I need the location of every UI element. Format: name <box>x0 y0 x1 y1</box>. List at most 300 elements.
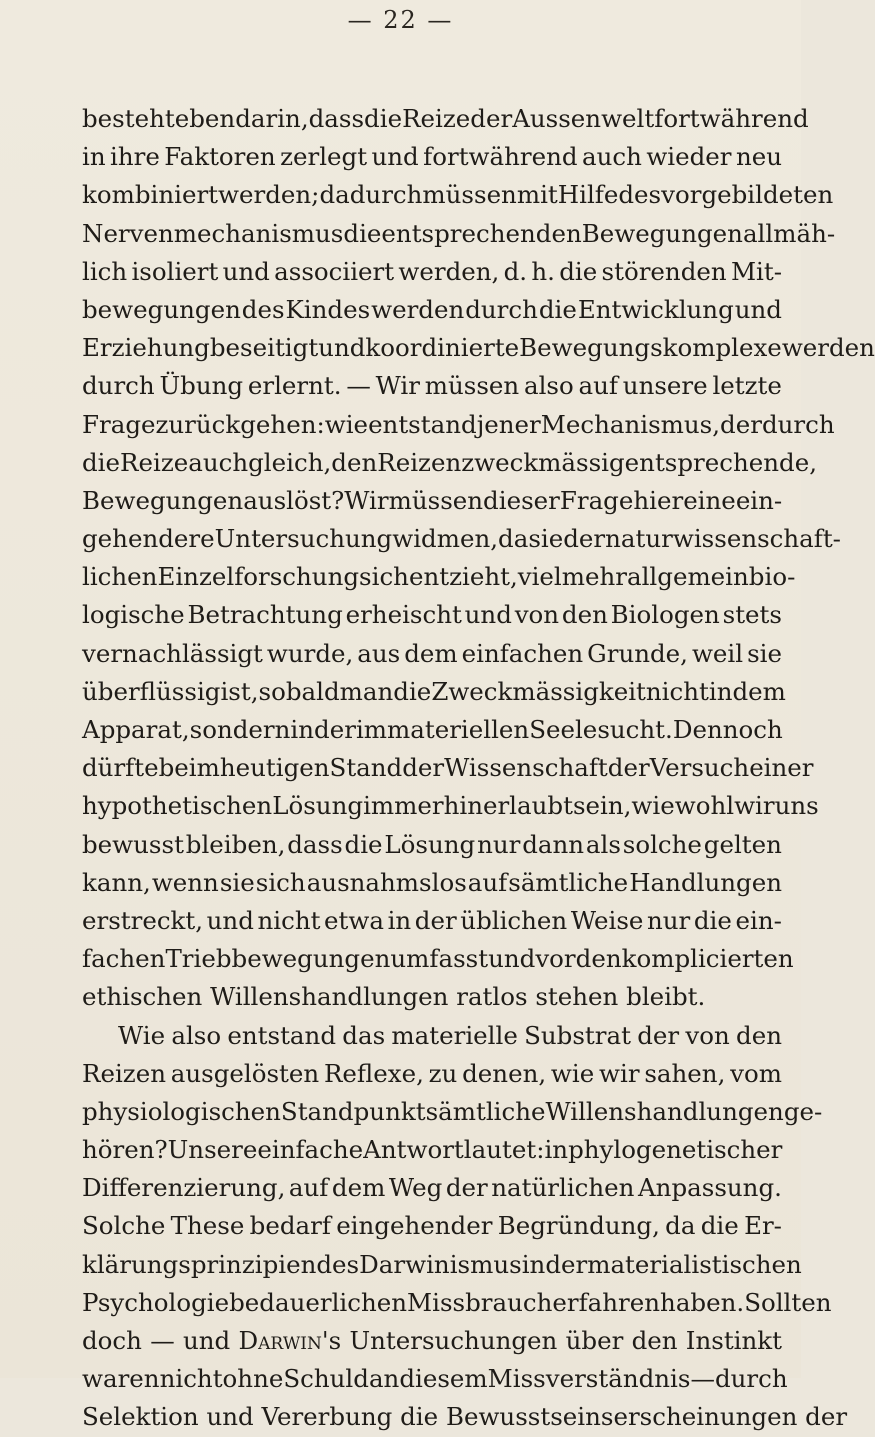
text-line <box>82 902 782 940</box>
word: wie <box>324 409 369 439</box>
word: allgemein <box>626 562 749 592</box>
word: Unsere <box>167 1135 258 1165</box>
word: auch <box>582 142 642 172</box>
word: klärungsprinzipien <box>82 1249 317 1279</box>
word: jener <box>476 409 541 439</box>
word: Substrat <box>524 1020 631 1050</box>
word: als <box>585 829 621 859</box>
word: die <box>393 676 432 706</box>
text-line <box>82 482 782 520</box>
word: kann, <box>82 867 151 897</box>
word: beseitigt <box>209 333 319 363</box>
word: sämtliche <box>508 867 629 897</box>
word: etwa <box>324 905 384 935</box>
word: Aussenwelt <box>512 104 655 133</box>
word: entstand <box>227 1020 337 1050</box>
word: phylogenetischer <box>568 1135 783 1165</box>
word: einfachen <box>461 638 584 668</box>
word: erlaubt <box>482 791 573 821</box>
word: die <box>82 447 121 477</box>
word: gehendere <box>82 524 215 554</box>
word: durch <box>714 1364 788 1394</box>
word: ge- <box>783 1096 823 1126</box>
word: störenden <box>601 256 727 286</box>
word: Solche <box>82 1211 166 1241</box>
word: Missverständnis <box>487 1364 691 1394</box>
text-line <box>82 520 841 558</box>
word: Übung <box>159 371 244 401</box>
word: fachen <box>82 944 166 974</box>
word: Antwort <box>363 1135 464 1165</box>
text-line <box>82 1017 782 1055</box>
word: Hilfe <box>557 180 619 210</box>
word: und <box>206 905 254 935</box>
text-line <box>82 215 836 253</box>
word: Untersuchung <box>214 524 393 554</box>
word: gleich, <box>248 447 332 477</box>
word: und <box>318 333 366 363</box>
word: nur <box>647 905 691 935</box>
word: man <box>339 676 394 706</box>
word: und <box>222 256 270 286</box>
word: und <box>182 1326 231 1355</box>
word: umfasst <box>390 944 489 974</box>
word: nur <box>477 829 521 859</box>
word: zerlegt <box>280 142 368 172</box>
word: These <box>170 1211 245 1241</box>
word: weil <box>691 638 744 668</box>
word: ein- <box>735 905 782 935</box>
text-line <box>82 138 782 176</box>
word: sondern <box>189 715 291 744</box>
word: der <box>445 1173 488 1203</box>
word: h. <box>531 256 555 286</box>
word: denen, <box>462 1058 547 1088</box>
word: Faktoren <box>164 142 276 172</box>
word: sie <box>747 638 782 668</box>
word: hören? <box>82 1135 168 1165</box>
body-text <box>82 100 875 1437</box>
word: auf <box>467 867 508 897</box>
word: Versuch <box>649 753 750 783</box>
word: Lösung <box>384 829 476 859</box>
word: zurückgehen: <box>155 409 325 439</box>
word: Bewegungen <box>82 485 244 515</box>
text-line <box>82 1207 782 1245</box>
word: werden <box>781 333 875 363</box>
word: Bewegungskomplexe <box>519 333 782 363</box>
word: in <box>82 142 106 172</box>
word: Weise <box>570 905 644 935</box>
word: wir <box>599 1058 640 1088</box>
word: und <box>206 1402 254 1432</box>
word: sich <box>359 562 409 592</box>
word: nicht <box>159 1364 223 1394</box>
word: mit <box>516 180 558 210</box>
word: durch <box>465 294 538 324</box>
word: physiologischen <box>82 1096 281 1126</box>
word: fortwährend <box>423 142 578 172</box>
word: Wie <box>118 1020 166 1050</box>
word: Begründung, <box>497 1211 660 1241</box>
word: entsprechende, <box>624 447 818 477</box>
word: der <box>805 1402 848 1432</box>
word: der <box>563 524 606 554</box>
text-line <box>82 1169 782 1207</box>
word: der <box>545 1249 588 1279</box>
word: die <box>693 905 732 935</box>
word: vom <box>730 1058 782 1088</box>
text-line <box>82 558 796 596</box>
word: Reflexe, <box>323 1058 424 1088</box>
word: in <box>544 1135 569 1165</box>
word: auf <box>578 371 618 401</box>
word: d. <box>503 256 528 286</box>
text-line <box>82 1131 782 1169</box>
word: hypothetischen <box>82 791 273 821</box>
word: dem <box>404 638 458 668</box>
word: neu <box>735 142 782 172</box>
word: Zweckmässigkeit <box>431 676 646 706</box>
word: unsere <box>622 371 708 401</box>
word: Reize <box>120 447 189 477</box>
word: bedarf <box>249 1211 331 1241</box>
text-line <box>82 1246 802 1284</box>
word: komplicierten <box>621 944 794 974</box>
text-line <box>82 1398 848 1436</box>
word: wurde, <box>266 638 354 668</box>
word: auslöst? <box>243 485 345 515</box>
word: also <box>523 371 574 401</box>
word: natürlichen <box>491 1173 635 1203</box>
word: Triebbewegungen <box>165 944 391 974</box>
word: einer <box>749 753 814 783</box>
word: der <box>314 715 356 744</box>
word: der <box>414 905 457 935</box>
word: dem <box>732 676 786 706</box>
word: materielle <box>391 1020 518 1050</box>
word: der <box>637 1020 680 1050</box>
word: ein- <box>735 485 783 515</box>
word: Betrachtung <box>187 600 343 630</box>
word: isoliert <box>131 256 219 286</box>
word: Missbrauch <box>407 1287 553 1317</box>
word: müssen <box>424 371 520 401</box>
word: der <box>470 104 513 133</box>
word: eben <box>174 104 236 133</box>
page-number: — 22 — <box>347 6 454 34</box>
word: ethischen <box>82 982 203 1012</box>
word: den <box>736 1020 782 1050</box>
word: — <box>690 1364 715 1394</box>
word: und <box>464 600 512 630</box>
word: haben. <box>660 1287 745 1317</box>
word: Standpunkt <box>280 1096 426 1126</box>
word: Willenshandlungen <box>545 1096 784 1126</box>
word: associiert <box>274 256 395 286</box>
word: fortwährend <box>654 104 809 133</box>
word: lich <box>82 256 128 286</box>
word: werden; <box>218 180 320 210</box>
word: und <box>371 142 419 172</box>
word: Wir <box>344 485 389 515</box>
text-line <box>82 940 794 978</box>
word: dass <box>287 829 343 859</box>
word: Lösung <box>272 791 364 821</box>
word: wieder <box>646 142 732 172</box>
word: dann <box>522 829 585 859</box>
word: lichen <box>82 562 158 592</box>
word: Darwin's <box>238 1326 342 1355</box>
word: erheischt <box>345 600 462 630</box>
word: Seele <box>529 715 598 744</box>
word: bewegungen <box>82 294 241 324</box>
word: des <box>241 294 285 324</box>
word: wiewohl <box>631 791 735 821</box>
word: wie <box>550 1058 595 1088</box>
word: ratlos <box>456 982 528 1012</box>
word: Reizen <box>377 447 462 477</box>
word: Psychologie <box>82 1287 230 1317</box>
word: und <box>734 294 782 324</box>
word: Stand <box>329 753 403 783</box>
word: in <box>387 905 412 935</box>
word: überflüssig <box>82 676 221 706</box>
text-line <box>82 406 835 444</box>
word: die <box>559 256 598 286</box>
word: dem <box>331 1173 386 1203</box>
word: sein, <box>572 791 632 821</box>
word: uns <box>774 791 819 821</box>
word: Entwicklung <box>577 294 734 324</box>
word: materialistischen <box>587 1249 802 1279</box>
word: erlernt. <box>247 371 342 401</box>
word: dadurch <box>319 180 423 210</box>
word: allmäh- <box>742 218 836 248</box>
word: solche <box>622 829 702 859</box>
word: Handlungen <box>629 867 782 897</box>
word: eine <box>683 485 736 515</box>
word: Anpassung. <box>637 1173 782 1203</box>
word: zu <box>428 1058 458 1088</box>
word: das <box>342 1020 386 1050</box>
word: von <box>685 1020 730 1050</box>
word: und <box>488 944 536 974</box>
word: hier <box>633 485 684 515</box>
word: der <box>720 409 762 439</box>
word: ausgelösten <box>170 1058 320 1088</box>
word: eingehender <box>336 1211 493 1241</box>
word: die <box>400 1402 439 1432</box>
word: entsprechenden <box>381 218 582 248</box>
word: diesem <box>399 1364 488 1394</box>
word: erfahren <box>552 1287 661 1317</box>
word: der <box>607 753 650 783</box>
word: Biologen <box>610 600 720 630</box>
word: die <box>700 1211 739 1241</box>
word: Reize <box>402 104 471 133</box>
word: durch <box>82 371 155 401</box>
word: da <box>665 1211 696 1241</box>
word: ist, <box>220 676 259 706</box>
word: auch <box>188 447 249 477</box>
word: Wir <box>375 371 420 401</box>
word: letzte <box>712 371 782 401</box>
word: ausnahmslos <box>306 867 467 897</box>
word: Dennoch <box>672 715 783 744</box>
word: an <box>368 1364 400 1394</box>
word: werden, <box>398 256 500 286</box>
word: den <box>631 1326 678 1355</box>
word: heutigen <box>219 753 330 783</box>
word: in <box>521 1249 546 1279</box>
word: Selektion <box>82 1402 199 1432</box>
word: stehen <box>535 982 619 1012</box>
word: Frage <box>559 485 634 515</box>
word: Kindes <box>285 294 371 324</box>
word: Weg <box>388 1173 443 1203</box>
text-line <box>82 329 875 367</box>
word: vorgebildeten <box>661 180 834 210</box>
word: einfache <box>257 1135 364 1165</box>
word: auf <box>288 1173 329 1203</box>
word: entzieht, <box>408 562 518 592</box>
word: ohne <box>222 1364 284 1394</box>
word: bewusst <box>82 829 184 859</box>
text-line <box>82 100 809 138</box>
text-line <box>82 864 782 902</box>
word: koordinierte <box>365 333 520 363</box>
word: Mechanismus, <box>540 409 721 439</box>
word: waren <box>82 1364 160 1394</box>
word: Grunde, <box>587 638 688 668</box>
word: Bewegungen <box>581 218 743 248</box>
word: Schuld <box>283 1364 369 1394</box>
word: vor <box>535 944 576 974</box>
text-line <box>82 444 818 482</box>
word: Willenshandlungen <box>210 982 449 1012</box>
word: von <box>514 600 560 630</box>
word: stets <box>722 600 782 630</box>
text-line <box>82 673 786 711</box>
word: wenn <box>151 867 219 897</box>
word: Differenzierung, <box>82 1173 286 1203</box>
word: nicht <box>257 905 321 935</box>
word: doch <box>82 1326 142 1355</box>
word: beim <box>158 753 220 783</box>
word: immerhin <box>363 791 483 821</box>
word: — <box>150 1326 175 1355</box>
word: Reizen <box>82 1058 166 1088</box>
word: sämtliche <box>425 1096 546 1126</box>
word: zweckmässig <box>461 447 625 477</box>
word: Einzelforschung <box>157 562 360 592</box>
word: bleibt. <box>626 982 706 1012</box>
word: werden <box>371 294 465 324</box>
word: Sollten <box>744 1287 832 1317</box>
word: Untersuchungen <box>349 1326 558 1355</box>
text-line <box>82 596 782 634</box>
word: üblichen <box>460 905 568 935</box>
word: kombiniert <box>82 180 219 210</box>
text-line <box>82 826 782 864</box>
text-line <box>82 1360 788 1398</box>
word: des <box>316 1249 360 1279</box>
word: Nervenmechanismus <box>82 218 344 248</box>
word: bleiben, <box>185 829 286 859</box>
text-line <box>82 711 782 749</box>
word: über <box>565 1326 624 1355</box>
word: Bewusstseinserscheinungen <box>445 1402 798 1432</box>
word: bio- <box>748 562 796 592</box>
word: sucht. <box>597 715 673 744</box>
word: widmen, <box>392 524 499 554</box>
text-line <box>82 1093 823 1131</box>
word: bedauerlichen <box>229 1287 408 1317</box>
word: den <box>575 944 622 974</box>
word: wir <box>734 791 775 821</box>
text-line <box>82 253 782 291</box>
text-line <box>82 787 819 825</box>
word: dürfte <box>82 753 159 783</box>
word: die <box>364 104 403 133</box>
text-line <box>82 291 782 329</box>
word: sie <box>528 524 564 554</box>
word: des <box>618 180 662 210</box>
word: Wissenschaft <box>444 753 608 783</box>
word: lautet: <box>463 1135 545 1165</box>
word: Er- <box>744 1211 782 1241</box>
word: entstand <box>368 409 477 439</box>
word: gelten <box>703 829 782 859</box>
word: darin, <box>235 104 309 133</box>
text-line <box>82 1284 832 1322</box>
word: die <box>538 294 577 324</box>
word: der <box>402 753 445 783</box>
word: müssen <box>422 180 517 210</box>
word: Darwinismus <box>359 1249 522 1279</box>
word: die <box>344 829 383 859</box>
text-line <box>82 1055 782 1093</box>
word: besteht <box>82 104 175 133</box>
text-line <box>82 1322 782 1360</box>
word: nicht <box>645 676 709 706</box>
word: sie <box>219 867 255 897</box>
word: ihre <box>110 142 160 172</box>
word: also <box>171 1020 222 1050</box>
word: aus <box>357 638 401 668</box>
word: den <box>331 447 378 477</box>
word: sobald <box>258 676 340 706</box>
word: Frage <box>82 409 156 439</box>
word: Erziehung <box>82 333 210 363</box>
word: — <box>346 371 371 401</box>
text-line <box>82 635 782 673</box>
word: müssen <box>388 485 484 515</box>
word: naturwissenschaft- <box>605 524 841 554</box>
word: vernachlässigt <box>82 638 263 668</box>
word: sahen, <box>644 1058 726 1088</box>
word: in <box>290 715 315 744</box>
word: die <box>343 218 382 248</box>
word: immateriellen <box>355 715 530 744</box>
word: dass <box>308 104 365 133</box>
word: vielmehr <box>517 562 627 592</box>
word: durch <box>761 409 835 439</box>
word: Vererbung <box>261 1402 393 1432</box>
word: den <box>561 600 608 630</box>
word: da <box>498 524 529 554</box>
